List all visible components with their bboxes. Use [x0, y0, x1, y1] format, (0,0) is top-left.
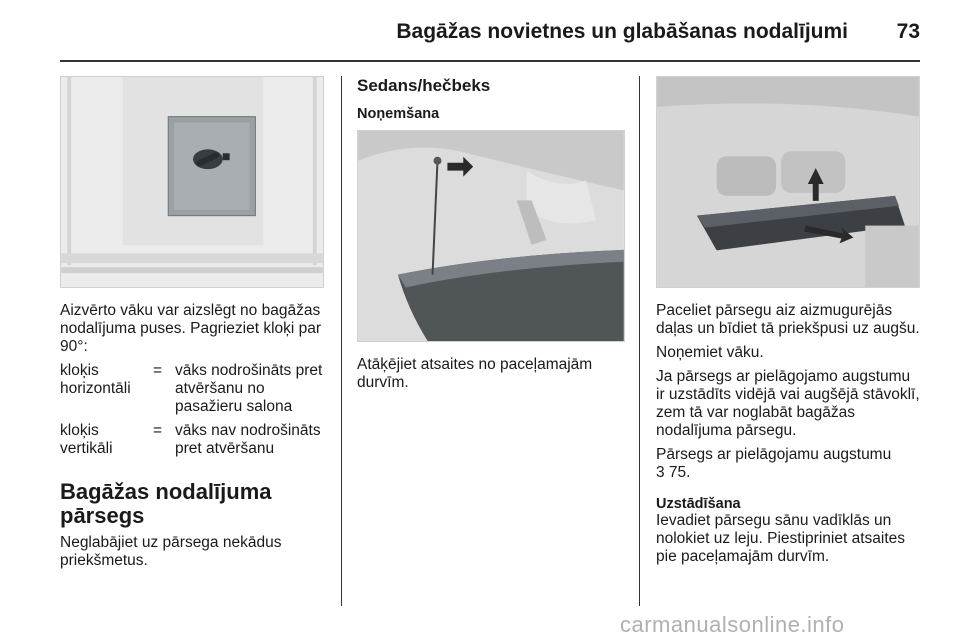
- column-divider: [341, 76, 342, 606]
- cover-removal-illustration: [656, 76, 920, 288]
- page-header: [60, 14, 920, 44]
- tailgate-strap-illustration: [357, 130, 625, 342]
- instruction-text: Paceliet pārsegu aiz aizmugurējās daļas un bīdiet tā priekšpusi uz augšu.: [656, 302, 920, 337]
- instruction-text: Pārsegs ar pielāgojamu augstumu: [656, 446, 892, 463]
- page-number: 73: [896, 20, 920, 43]
- watermark: carmanualsonline.info: [620, 612, 845, 637]
- caption-text: Atāķējiet atsaites no paceļamajām durvīm.: [357, 356, 593, 391]
- column-divider: [639, 76, 640, 606]
- column-left: [60, 76, 324, 570]
- instruction-text: Noņemiet vāku.: [656, 344, 764, 361]
- definition-row: [60, 422, 324, 458]
- section-heading: Sedans/hečbeks: [357, 76, 491, 95]
- column-right: [656, 76, 920, 566]
- sub-heading: Uzstādīšana: [656, 496, 741, 512]
- page-reference-link[interactable]: 3 75.: [656, 464, 691, 481]
- note-text: Neglabājiet uz pārsega nekādus priekšmetus.: [60, 534, 282, 569]
- def-term: kloķis vertikāli: [60, 422, 113, 457]
- def-desc: vāks nav nodrošināts pret atvēršanu: [175, 422, 321, 457]
- column-middle: [357, 76, 625, 392]
- def-eq: =: [153, 362, 163, 379]
- def-eq: =: [153, 422, 163, 439]
- header-rule: [60, 60, 920, 62]
- def-desc: vāks nodrošināts pret atvēršanu no pasažieru salona: [175, 362, 323, 415]
- instruction-text: Ja pārsegs ar pielāgojamo augstumu ir uzstādīts vidējā vai augšējā stāvoklī, zem tā var noglabāt bagāžas nodalījuma pārsegu.: [656, 368, 920, 439]
- def-term: kloķis horizontāli: [60, 362, 131, 397]
- section-heading: Bagāžas nodalījuma pārsegs: [60, 479, 272, 528]
- sub-heading: Noņemšana: [357, 106, 440, 122]
- page-title: Bagāžas novietnes un glabāšanas nodalījumi: [396, 20, 848, 43]
- definition-row: [60, 362, 324, 416]
- lock-knob-illustration: [60, 76, 324, 288]
- intro-text: Aizvērto vāku var aizslēgt no bagāžas nodalījuma puses. Pagrieziet kloķi par 90°:: [60, 302, 322, 355]
- instruction-text: Ievadiet pārsegu sānu vadīklās un nolokiet uz leju. Piestipriniet atsaites pie paceļamajām durvīm.: [656, 512, 905, 565]
